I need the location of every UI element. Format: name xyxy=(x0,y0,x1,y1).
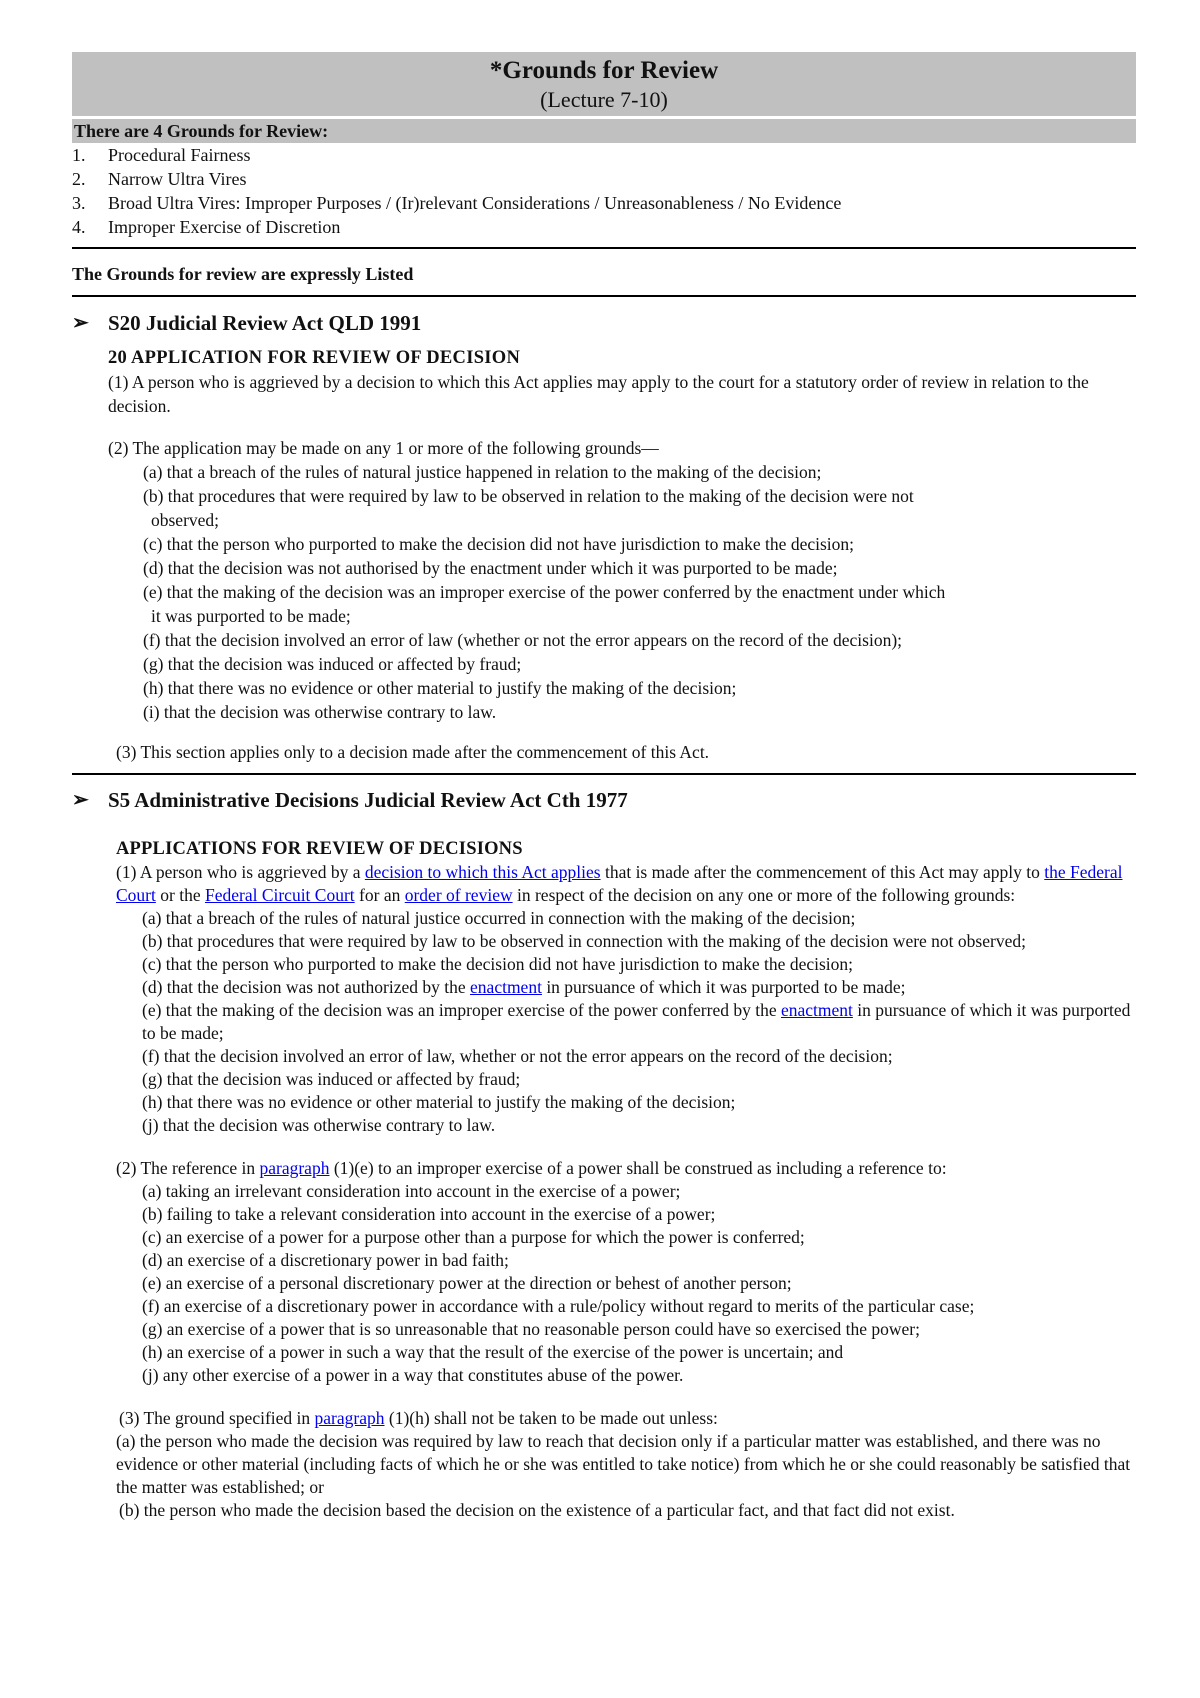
document-content xyxy=(72,52,1136,1522)
list-text: (b) that procedures that were required by law to be observed in relation to the making of the decision were not xyxy=(143,486,914,506)
list-number: 2. xyxy=(72,169,86,189)
arrow-bullet-icon: ➢ xyxy=(72,312,89,334)
text-run: or the xyxy=(155,885,205,905)
cth-section-body xyxy=(72,838,1136,1522)
list-item xyxy=(142,999,1136,1045)
cth-section-heading xyxy=(72,786,1136,814)
text-run: (e) that the making of the decision was an improper exercise of the power conferred by the xyxy=(142,1000,781,1020)
list-item: (j) any other exercise of a power in a way that constitutes abuse of the power. xyxy=(142,1365,684,1385)
cth-discretion-grounds xyxy=(116,1180,1136,1387)
list-item: (c) that the person who purported to make the decision did not have jurisdiction to make the decision; xyxy=(143,534,854,554)
list-item: (d) an exercise of a discretionary power in bad faith; xyxy=(142,1250,509,1270)
list-text: Improper Exercise of Discretion xyxy=(108,217,341,237)
list-item xyxy=(72,143,1136,167)
list-item: (f) that the decision involved an error of law (whether or not the error appears on the record of the decision); xyxy=(143,630,903,650)
list-number: 1. xyxy=(72,145,86,165)
text-run: in pursuance of which it was purported to be made; xyxy=(541,977,906,997)
list-number: 4. xyxy=(72,217,86,237)
list-text: (e) that the making of the decision was an improper exercise of the power conferred by the enactment under which xyxy=(143,582,946,602)
divider xyxy=(72,295,1136,297)
cth-caps-heading: APPLICATIONS FOR REVIEW OF DECISIONS xyxy=(116,839,523,859)
list-item xyxy=(143,484,1136,532)
enactment-link[interactable]: enactment xyxy=(470,977,542,997)
text-run: (3) The ground specified in xyxy=(119,1408,315,1428)
list-item: (b) that procedures that were required by law to be observed in connection with the making of the decision were not observed; xyxy=(142,931,1026,951)
text-run: (1)(h) shall not be taken to be made out unless: xyxy=(384,1408,718,1428)
cth-heading-text: S5 Administrative Decisions Judicial Review Act Cth 1977 xyxy=(108,788,628,812)
list-text: Narrow Ultra Vires xyxy=(108,169,247,189)
paragraph-link[interactable]: paragraph xyxy=(259,1158,330,1178)
title-box xyxy=(72,52,1136,116)
list-item: (f) that the decision involved an error of law, whether or not the error appears on the record of the decision; xyxy=(142,1046,893,1066)
list-item: (h) that there was no evidence or other material to justify the making of the decision; xyxy=(142,1092,736,1112)
cth-paragraph-3a: (a) the person who made the decision was required by law to reach that decision only if a particular matter was established, and there was no evidence or other material (including facts of which he or she was entitled to take notice) from which he or she could reasonably be satisfied that the matter was established; or xyxy=(116,1431,1131,1497)
list-item: (j) that the decision was otherwise contrary to law. xyxy=(142,1115,496,1135)
decision-link[interactable]: decision to which this Act applies xyxy=(364,862,601,882)
list-item: (g) that the decision was induced or affected by fraud; xyxy=(142,1069,521,1089)
order-of-review-link[interactable]: order of review xyxy=(404,885,513,905)
text-run: (1)(e) to an improper exercise of a power shall be construed as including a reference to: xyxy=(329,1158,947,1178)
list-item: (g) an exercise of a power that is so unreasonable that no reasonable person could have so exercised the power; xyxy=(142,1319,920,1339)
list-item: (c) an exercise of a power for a purpose other than a purpose for which the power is conferred; xyxy=(142,1227,805,1247)
list-item: (a) that a breach of the rules of natural justice happened in relation to the making of the decision; xyxy=(143,462,822,482)
divider xyxy=(72,773,1136,775)
federal-circuit-court-link[interactable]: Federal Circuit Court xyxy=(204,885,355,905)
text-run: (2) The reference in xyxy=(116,1158,260,1178)
list-text: Procedural Fairness xyxy=(108,145,251,165)
list-item: (i) that the decision was otherwise contrary to law. xyxy=(143,702,497,722)
listed-heading: The Grounds for review are expressly Listed xyxy=(72,264,414,284)
list-item: (h) an exercise of a power in such a way that the result of the exercise of the power is uncertain; and xyxy=(142,1342,844,1362)
cth-paragraph-3b: (b) the person who made the decision based the decision on the existence of a particular fact, and that fact did not exist. xyxy=(119,1500,955,1520)
qld-section-heading xyxy=(72,309,1136,337)
list-number: 3. xyxy=(72,193,86,213)
qld-paragraph-2: (2) The application may be made on any 1 or more of the following grounds— xyxy=(108,438,659,458)
list-item: (g) that the decision was induced or affected by fraud; xyxy=(143,654,522,674)
cth-paragraph-1 xyxy=(116,861,1136,907)
list-item xyxy=(72,167,1136,191)
list-item xyxy=(143,580,1136,628)
list-item: (f) an exercise of a discretionary power in accordance with a rule/policy without regard to merits of the particular case; xyxy=(142,1296,975,1316)
list-item: (e) an exercise of a personal discretionary power at the direction or behest of another person; xyxy=(142,1273,792,1293)
list-item xyxy=(72,215,1136,239)
grounds-intro-heading: There are 4 Grounds for Review: xyxy=(72,119,1136,143)
list-item: (a) taking an irrelevant consideration into account in the exercise of a power; xyxy=(142,1181,681,1201)
list-item: (a) that a breach of the rules of natural justice occurred in connection with the making of the decision; xyxy=(142,908,856,928)
text-run: in respect of the decision on any one or more of the following grounds: xyxy=(512,885,1016,905)
list-text: it was purported to be made; xyxy=(151,606,351,626)
qld-caps-heading: 20 APPLICATION FOR REVIEW OF DECISION xyxy=(108,348,521,368)
cth-paragraph-2 xyxy=(116,1157,1136,1180)
cth-grounds xyxy=(116,907,1136,1137)
page-title: *Grounds for Review xyxy=(489,57,719,84)
text-run: that is made after the commencement of this Act may apply to xyxy=(600,862,1045,882)
text-run: (d) that the decision was not authorized by the xyxy=(142,977,471,997)
qld-paragraph-3: (3) This section applies only to a decision made after the commencement of this Act. xyxy=(116,742,710,762)
list-item: (d) that the decision was not authorised by the enactment under which it was purported to be made; xyxy=(143,558,838,578)
page-subtitle: (Lecture 7-10) xyxy=(540,87,668,112)
qld-heading-text: S20 Judicial Review Act QLD 1991 xyxy=(108,311,422,335)
list-item: (h) that there was no evidence or other material to justify the making of the decision; xyxy=(143,678,737,698)
federal-court-link[interactable]: the Federal Court xyxy=(116,862,1123,905)
enactment-link[interactable]: enactment xyxy=(781,1000,853,1020)
qld-grounds xyxy=(108,460,1136,724)
text-run: in pursuance of which it was purported to be made; xyxy=(142,1000,1131,1043)
grounds-list xyxy=(72,143,1136,239)
qld-paragraph-1: (1) A person who is aggrieved by a decision to which this Act applies may apply to the court for a statutory order of review in relation to the decision. xyxy=(108,372,1089,416)
list-text: observed; xyxy=(151,510,220,530)
arrow-bullet-icon: ➢ xyxy=(72,789,89,811)
list-item xyxy=(142,976,1136,999)
text-run: for an xyxy=(354,885,405,905)
paragraph-link[interactable]: paragraph xyxy=(314,1408,385,1428)
list-item: (b) failing to take a relevant consideration into account in the exercise of a power; xyxy=(142,1204,716,1224)
list-item: (c) that the person who purported to make the decision did not have jurisdiction to make the decision; xyxy=(142,954,853,974)
list-text: Broad Ultra Vires: Improper Purposes / (Ir)relevant Considerations / Unreasonableness / No Evidence xyxy=(108,193,842,213)
qld-section-body xyxy=(72,346,1136,764)
cth-paragraph-3 xyxy=(116,1407,1136,1430)
list-item xyxy=(72,191,1136,215)
text-run: (1) A person who is aggrieved by a xyxy=(116,862,365,882)
